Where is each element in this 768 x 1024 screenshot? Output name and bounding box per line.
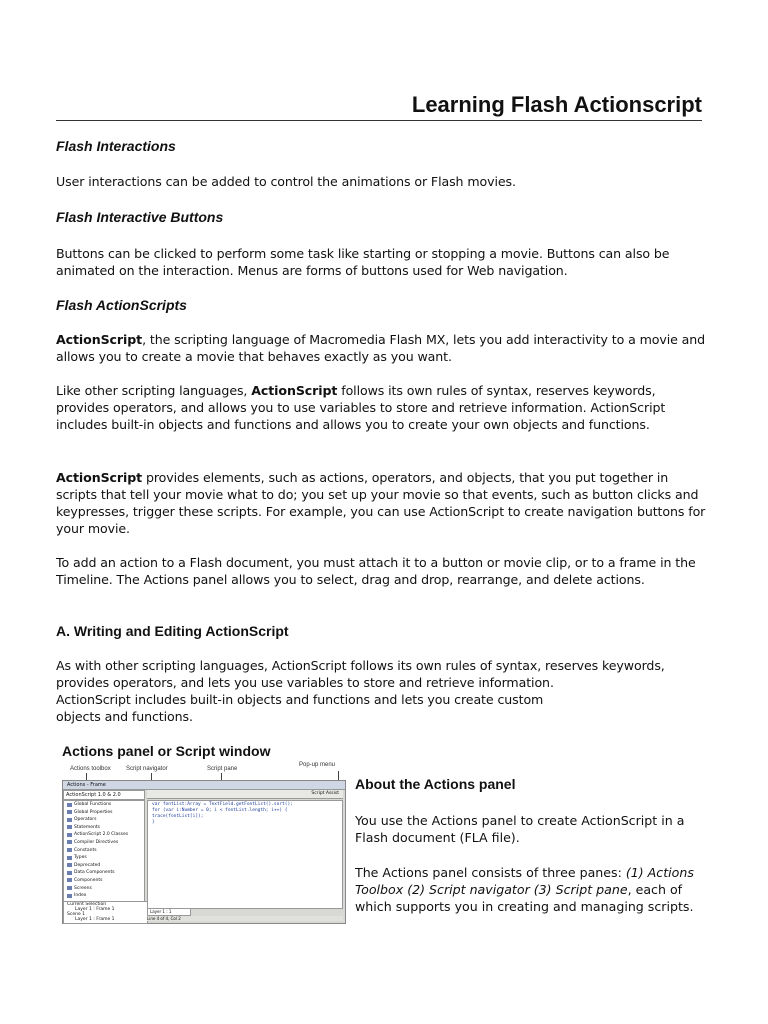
callout-script-pane: Script pane xyxy=(207,766,238,772)
toolbox-item: Index xyxy=(64,892,144,900)
paragraph-actionscript-1 xyxy=(56,331,706,365)
script-assist-label: Script Assist xyxy=(311,791,339,796)
toolbox-item: Data Components xyxy=(64,869,144,877)
script-toolbar xyxy=(147,790,343,799)
script-tab: Layer 1 : 1 xyxy=(147,908,191,916)
italic-panes: (1) Actions Toolbox (2) Script navigator (3) Script pane xyxy=(355,865,694,897)
toolbox-item: Compiler Directives xyxy=(64,839,144,847)
actions-toolbox xyxy=(63,800,145,902)
toolbox-item: Deprecated xyxy=(64,862,144,870)
paragraph-line: As with other scripting languages, ActionScript follows its own rules of syntax, reserves keywords, xyxy=(56,658,665,673)
heading-about-actions-panel: About the Actions panel xyxy=(355,776,516,792)
navigator-item: Layer 1 : Frame 1 xyxy=(75,917,115,922)
navigator-item: Scene 1 xyxy=(67,912,86,917)
paragraph-line: provides operators, and lets you use variables to store and retrieve information. xyxy=(56,675,554,690)
toolbox-item: Global Properties xyxy=(64,809,144,817)
paragraph-buttons: Buttons can be clicked to perform some task like starting or stopping a movie. Buttons can also be animated on the interaction. Menus are forms of buttons used for Web navigation. xyxy=(56,246,670,278)
toolbox-item: Operators xyxy=(64,816,144,824)
toolbox-item: Types xyxy=(64,854,144,862)
toolbox-item: ActionScript 2.0 Classes xyxy=(64,831,144,839)
toolbox-item: Constants xyxy=(64,847,144,855)
actions-panel-figure xyxy=(56,764,344,922)
figure-callouts xyxy=(56,764,344,778)
script-status-line: Line 4 of 4, Col 2 xyxy=(147,916,343,921)
paragraph-about-1: You use the Actions panel to create ActionScript in a Flash document (FLA file). xyxy=(355,813,685,845)
heading-writing-editing: A. Writing and Editing ActionScript xyxy=(56,623,289,639)
heading-actions-panel: Actions panel or Script window xyxy=(62,743,271,759)
callout-script-navigator: Script navigator xyxy=(126,766,168,772)
script-line: var fontList:Array = TextField.getFontList().sort(); xyxy=(152,802,293,807)
script-line: } xyxy=(152,820,155,825)
paragraph-actionscript-4: To add an action to a Flash document, you must attach it to a button or movie clip, or to a frame in the Timeline. The Actions panel allows you to select, drag and drop, rearrange, and delete actions. xyxy=(56,555,696,587)
paragraph-line: ActionScript includes built-in objects and functions and lets you create custom xyxy=(56,692,544,707)
bold-term: ActionScript xyxy=(251,383,338,398)
script-navigator xyxy=(63,901,148,924)
toolbox-dropdown: ActionScript 1.0 & 2.0 xyxy=(63,790,145,800)
paragraph-interactions: User interactions can be added to control the animations or Flash movies. xyxy=(56,174,516,189)
script-pane xyxy=(147,800,343,909)
heading-flash-interactions: Flash Interactions xyxy=(56,138,176,154)
paragraph-text: follows its own rules of syntax, reserves keywords, provides operators, and allows you to use variables to store and retrieve information. ActionScript includes built-in objects and functions and allows you to create your own objects and functions. xyxy=(56,383,666,432)
toolbox-item: Screens xyxy=(64,885,144,893)
script-line: for (var i:Number = 0; i < fontList.length; i++) { xyxy=(152,808,288,813)
toolbox-item: Components xyxy=(64,877,144,885)
navigator-item: Current Selection xyxy=(67,902,107,907)
heading-flash-interactive-buttons: Flash Interactive Buttons xyxy=(56,209,224,225)
paragraph-about-2 xyxy=(355,864,715,915)
paragraph-writing xyxy=(56,657,706,725)
panel-title-bar: Actions - Frame xyxy=(63,781,345,790)
paragraph-text: Like other scripting languages, xyxy=(56,383,252,398)
paragraph-line: objects and functions. xyxy=(56,709,193,724)
paragraph-actionscript-2 xyxy=(56,382,706,433)
bold-term: ActionScript xyxy=(56,332,143,347)
script-line: trace(fontList[i]); xyxy=(152,814,204,819)
page-title: Learning Flash Actionscript xyxy=(56,92,702,121)
paragraph-text: , each of which supports you in creating and managing scripts. xyxy=(355,882,694,914)
paragraph-actionscript-3 xyxy=(56,469,706,537)
callout-actions-toolbox: Actions toolbox xyxy=(70,766,111,772)
bold-term: ActionScript xyxy=(56,470,143,485)
paragraph-text: provides elements, such as actions, operators, and objects, that you put together in scripts that tell your movie what to do; you set up your movie so that events, such as button clicks and keypresses, trigger these scripts. For example, you can use ActionScript to create navigation buttons for your movie. xyxy=(56,470,706,536)
callout-popup-menu: Pop-up menu xyxy=(299,762,336,768)
actions-panel-window xyxy=(62,780,346,924)
toolbox-item: Global Functions xyxy=(64,801,144,809)
paragraph-text: , the scripting language of Macromedia Flash MX, lets you add interactivity to a movie and allows you to create a movie that behaves exactly as you want. xyxy=(56,332,706,364)
toolbox-item: Statements xyxy=(64,824,144,832)
heading-flash-actionscripts: Flash ActionScripts xyxy=(56,297,187,313)
navigator-item: Layer 1 : Frame 1 xyxy=(75,907,115,912)
paragraph-text: The Actions panel consists of three panes: xyxy=(355,865,626,880)
